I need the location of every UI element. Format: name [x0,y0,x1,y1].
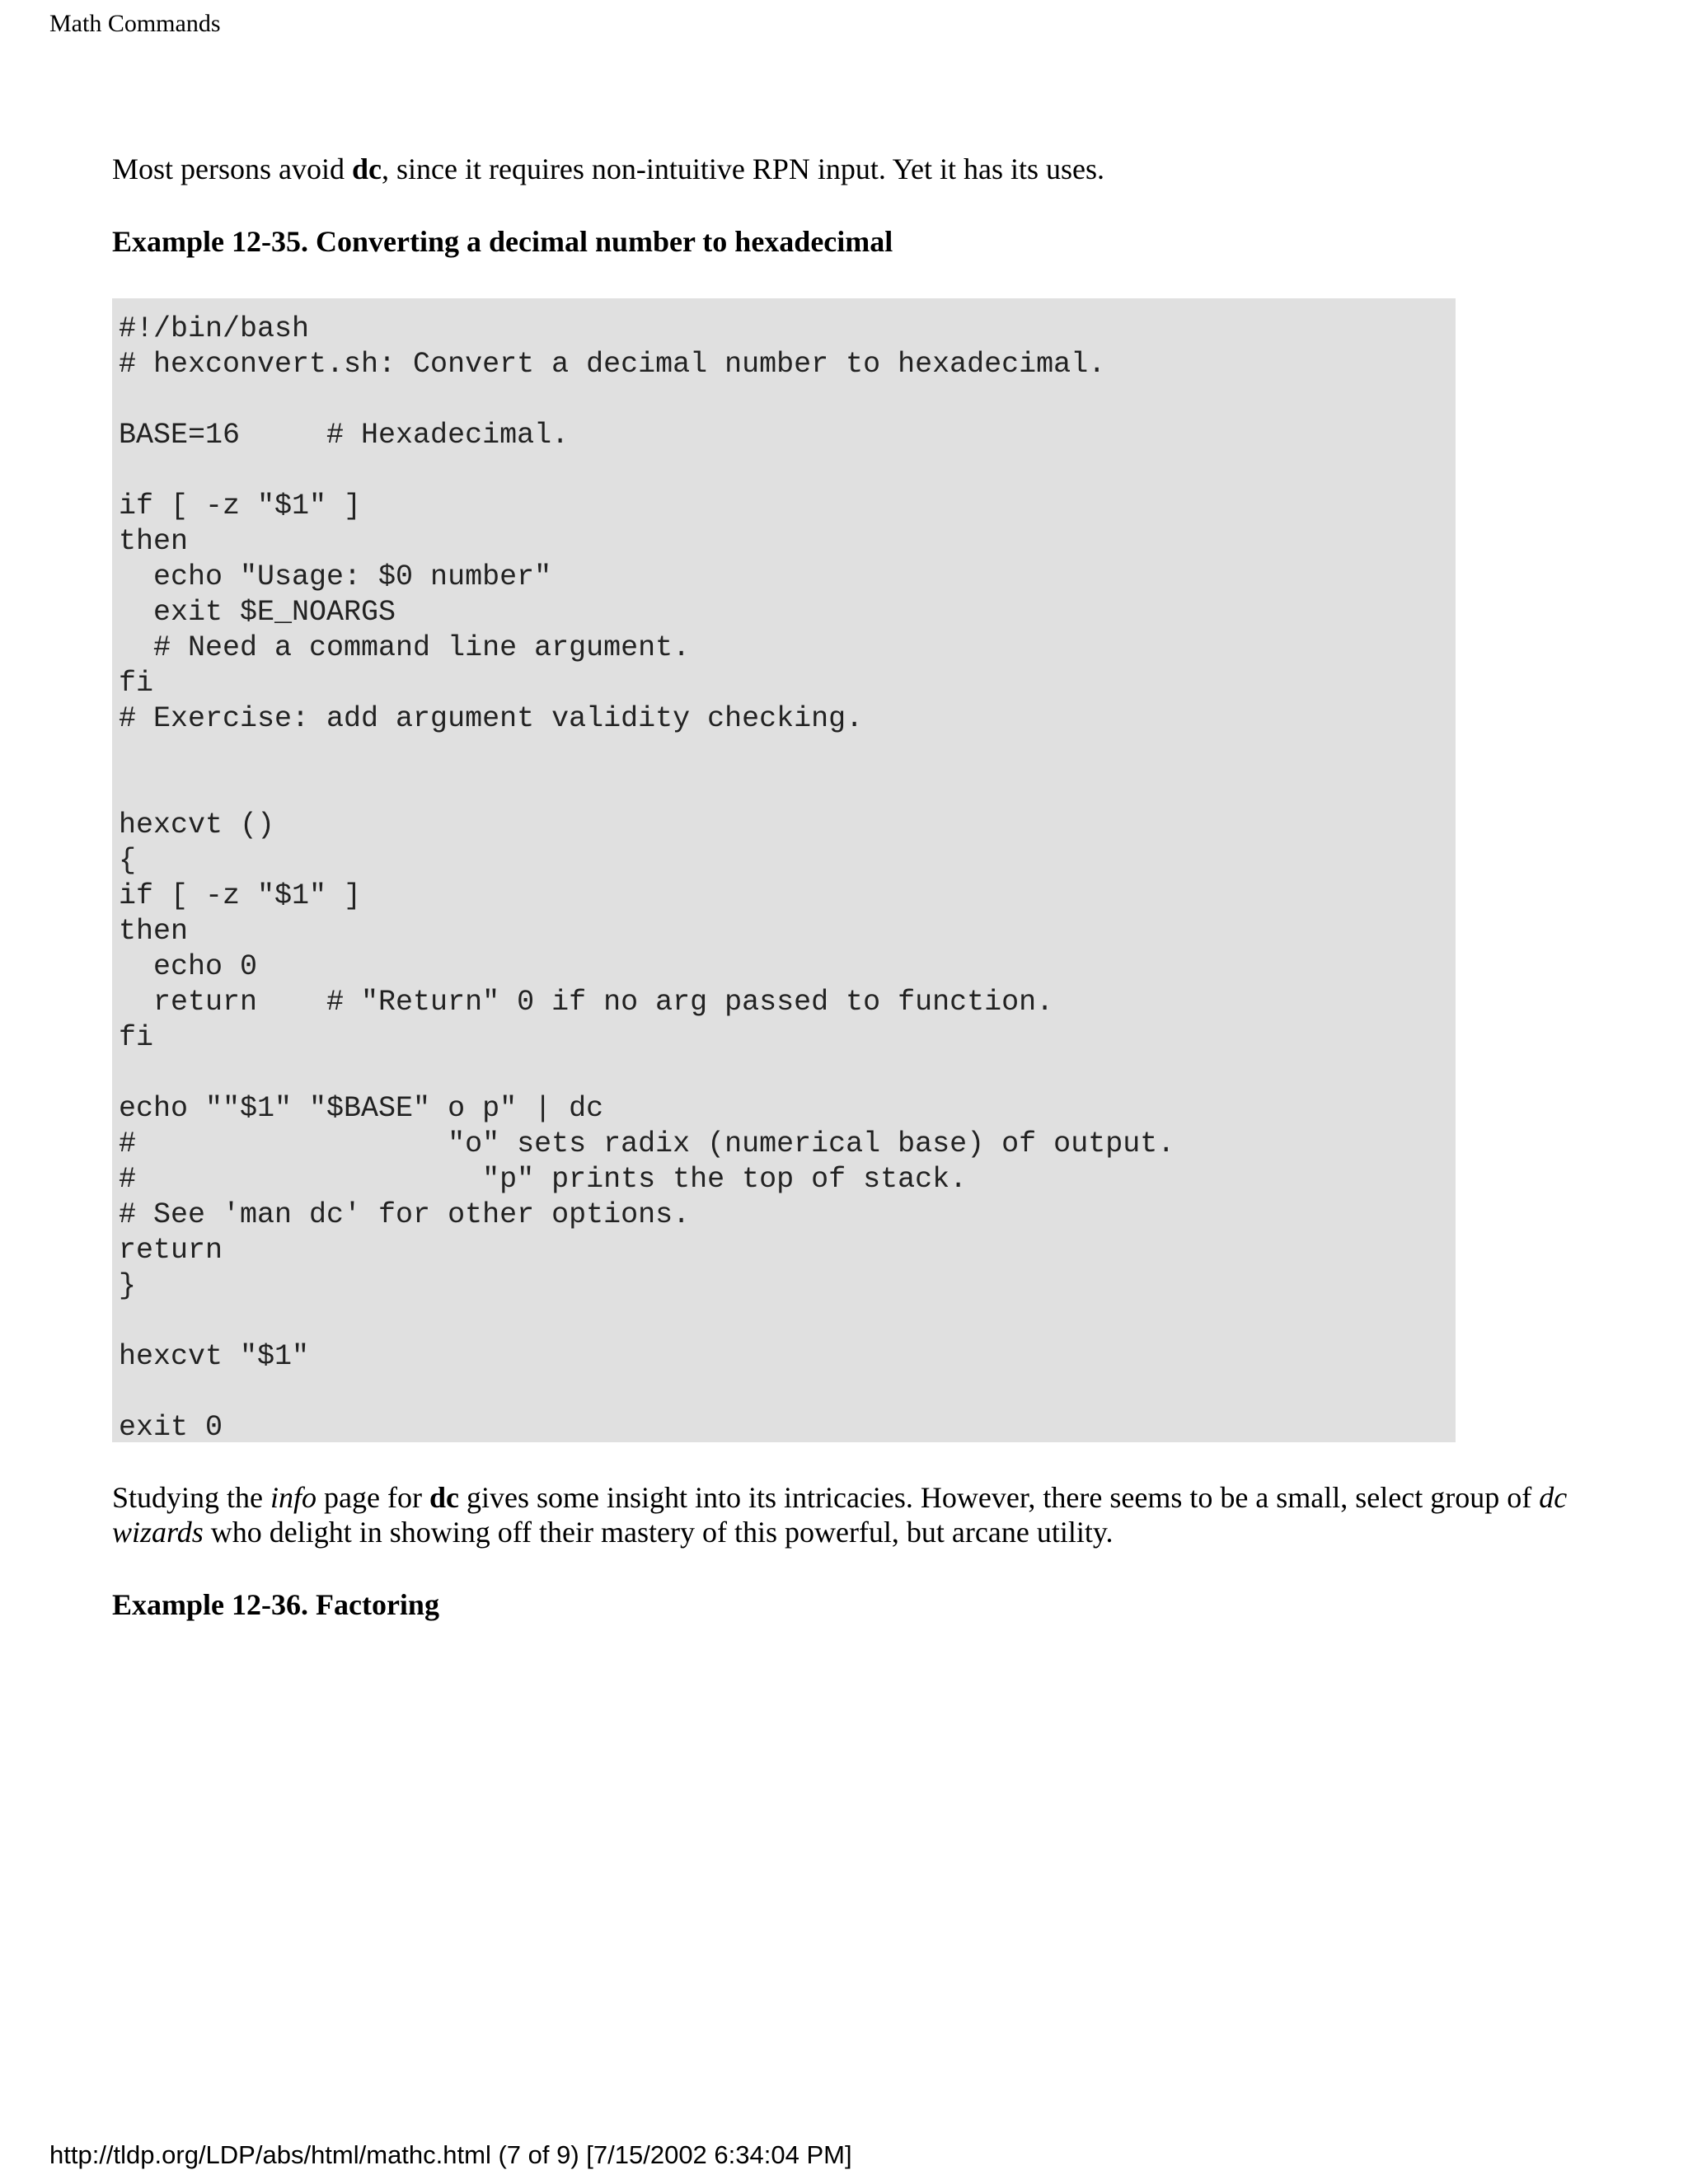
info-text-1: Studying the [112,1481,271,1514]
info-text-3: gives some insight into its intricacies. However, there seems to be a small, select group of [458,1481,1540,1514]
dc-wizards-term: dc wizards [112,1481,1568,1549]
page-header-title: Math Commands [49,10,221,37]
main-content [112,152,1579,1622]
dc-command: dc [429,1481,459,1514]
dc-command: dc [352,152,382,185]
info-text-2: page for [316,1481,429,1514]
code-listing: #!/bin/bash # hexconvert.sh: Convert a decimal number to hexadecimal. BASE=16 # Hexadecimal. if [ -z "$1" ] then echo "Usage: $0 number" exit $E_NOARGS # Need a command line argument. fi # Exercise: add argument validity checking. hexcvt () { if [ -z "$1" ] then echo 0 return # "Return" 0 if no arg passed to function. fi echo ""$1" "$BASE" o p" | dc # "o" sets radix (numerical base) of output. # "p" prints the top of stack. # See 'man dc' for other options. return } hexcvt "$1" exit 0 [119,312,1175,1442]
info-text-4: who delight in showing off their mastery of this powerful, but arcane utility. [203,1516,1114,1549]
info-page-term: info [270,1481,317,1514]
example-title: Example 12-36. Factoring [112,1588,439,1621]
code-block [112,298,1456,1442]
example-title: Example 12-35. Converting a decimal number to hexadecimal [112,225,893,258]
info-paragraph [112,1480,1579,1549]
intro-text-after: , since it requires non-intuitive RPN input. Yet it has its uses. [382,152,1104,185]
page-footer-url: http://tldp.org/LDP/abs/html/mathc.html (7 of 9) [7/15/2002 6:34:04 PM] [49,2140,852,2169]
intro-text-before: Most persons avoid [112,152,352,185]
intro-paragraph [112,152,1579,186]
